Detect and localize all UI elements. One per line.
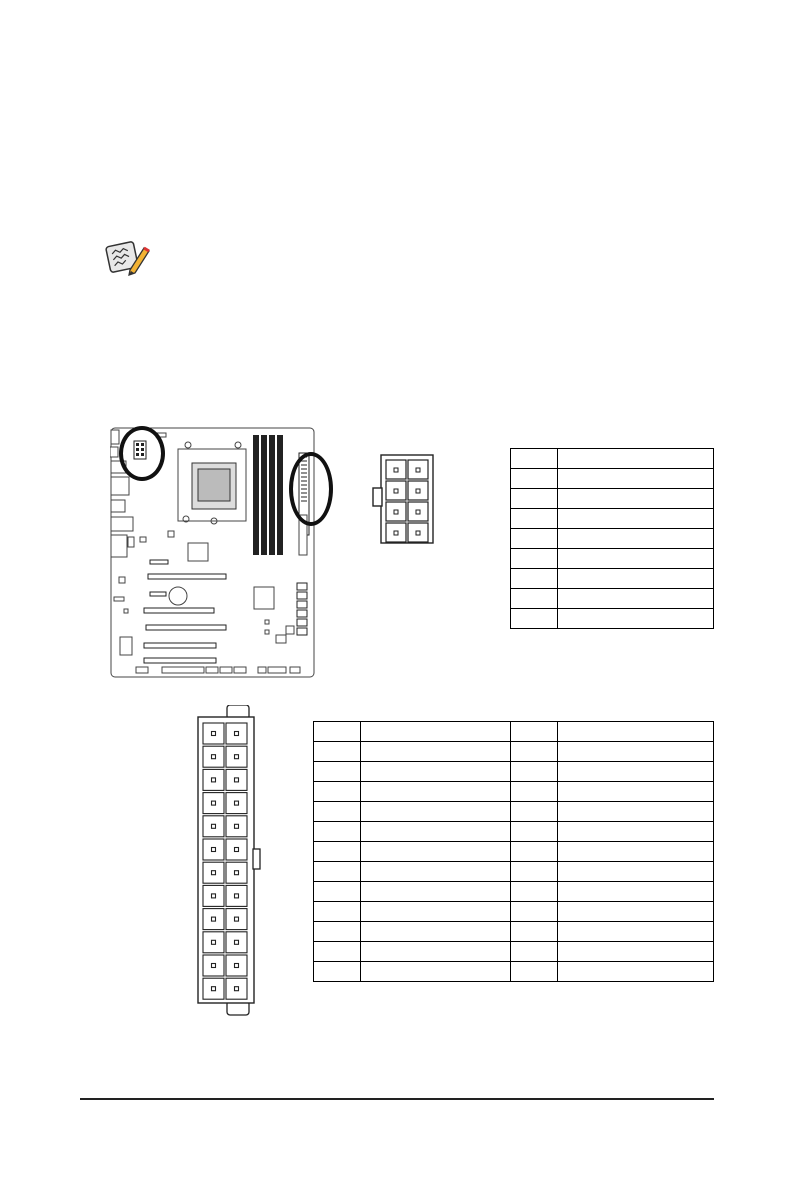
atx-24pin-table-row: [314, 802, 714, 822]
connector-pin: [212, 824, 216, 828]
atx-24pin-table-cell: [314, 782, 361, 802]
connector-pin: [235, 848, 239, 852]
atx-12v-table-cell: [511, 529, 558, 549]
atx-24pin-table-cell: [511, 822, 558, 842]
atx-12v-table-cell: [511, 469, 558, 489]
atx-24pin-table-cell: [511, 782, 558, 802]
atx-12v-header-highlight: [119, 426, 165, 481]
atx-24pin-table-cell: [314, 722, 361, 742]
atx-12v-table-cell: [511, 509, 558, 529]
connector-pin: [235, 917, 239, 921]
atx-24pin-table-cell: [361, 782, 511, 802]
atx-24pin-table-cell: [314, 742, 361, 762]
connector-pin: [212, 778, 216, 782]
atx-24pin-table-cell: [361, 862, 511, 882]
atx-24pin-table-cell: [361, 762, 511, 782]
atx-24pin-connector-drawing: [197, 705, 261, 1017]
atx-24pin-table-cell: [558, 942, 714, 962]
connector-pin: [235, 755, 239, 759]
atx-12v-table-row: [511, 609, 714, 629]
connector-pin: [212, 755, 216, 759]
footer-rule: [80, 1098, 714, 1100]
connector-pin: [235, 894, 239, 898]
atx-24pin-table-cell: [361, 822, 511, 842]
atx-12v-table-cell: [511, 609, 558, 629]
atx-24pin-table-cell: [361, 922, 511, 942]
atx-24pin-table-row: [314, 922, 714, 942]
atx-12v-table-cell: [558, 529, 714, 549]
connector-pin: [235, 732, 239, 736]
atx-24pin-table-cell: [361, 882, 511, 902]
connector-pin: [212, 917, 216, 921]
atx-24pin-table-row: [314, 962, 714, 982]
atx-12v-table-cell: [511, 449, 558, 469]
atx-24pin-table-cell: [558, 782, 714, 802]
atx-24pin-table-cell: [314, 862, 361, 882]
atx-24pin-table-cell: [314, 762, 361, 782]
atx-24pin-table-row: [314, 822, 714, 842]
atx-12v-table-cell: [511, 589, 558, 609]
atx-24pin-table-cell: [361, 902, 511, 922]
atx-12v-table-cell: [511, 569, 558, 589]
atx-24pin-table-cell: [511, 842, 558, 862]
atx-24pin-table-cell: [558, 842, 714, 862]
connector-pin: [212, 987, 216, 991]
atx-12v-table-cell: [558, 449, 714, 469]
atx-24pin-table-cell: [511, 922, 558, 942]
atx-24pin-table-cell: [511, 862, 558, 882]
atx-24pin-table-cell: [511, 882, 558, 902]
atx-24pin-table-row: [314, 882, 714, 902]
atx-24pin-table-cell: [511, 942, 558, 962]
atx-24pin-table-cell: [314, 962, 361, 982]
atx-24pin-header-highlight: [289, 452, 333, 526]
atx-12v-table-cell: [511, 549, 558, 569]
atx-12v-table-row: [511, 489, 714, 509]
atx-24pin-table-row: [314, 842, 714, 862]
atx-24pin-table-cell: [511, 902, 558, 922]
atx-24pin-table-cell: [314, 882, 361, 902]
atx-24pin-table-cell: [314, 842, 361, 862]
connector-pin: [212, 964, 216, 968]
connector-pin: [212, 801, 216, 805]
atx-24pin-table-cell: [361, 722, 511, 742]
atx-12v-table-cell: [558, 569, 714, 589]
atx-24pin-table-cell: [314, 922, 361, 942]
connector-pin: [235, 964, 239, 968]
atx-12v-table-row: [511, 449, 714, 469]
atx-12v-table-row: [511, 469, 714, 489]
atx-12v-table-cell: [558, 469, 714, 489]
atx-12v-table-row: [511, 509, 714, 529]
atx-24pin-table-cell: [511, 762, 558, 782]
atx-24pin-table-cell: [558, 862, 714, 882]
atx-24pin-table-cell: [558, 822, 714, 842]
atx-12v-table-row: [511, 589, 714, 609]
atx-24pin-table-cell: [361, 842, 511, 862]
connector-pin: [235, 801, 239, 805]
atx-24pin-table-cell: [511, 742, 558, 762]
atx-24pin-table-cell: [361, 942, 511, 962]
atx-24pin-table-cell: [558, 742, 714, 762]
atx-12v-table-row: [511, 529, 714, 549]
atx-24pin-table-cell: [558, 922, 714, 942]
atx-24pin-table-cell: [361, 742, 511, 762]
connector-pin: [212, 894, 216, 898]
atx-24pin-table-cell: [558, 722, 714, 742]
atx-24pin-table-cell: [314, 942, 361, 962]
atx-24pin-table-cell: [361, 802, 511, 822]
atx-24pin-table-row: [314, 742, 714, 762]
atx-24pin-table-cell: [558, 802, 714, 822]
atx-24pin-table-cell: [558, 902, 714, 922]
atx-24pin-table-cell: [314, 802, 361, 822]
connector-pin: [235, 871, 239, 875]
atx-12v-table-cell: [558, 489, 714, 509]
connector-pin: [235, 824, 239, 828]
atx-24pin-table-cell: [511, 802, 558, 822]
atx-24pin-table-cell: [511, 722, 558, 742]
atx-24pin-table-row: [314, 782, 714, 802]
atx-24pin-table-cell: [511, 962, 558, 982]
atx-24pin-table-row: [314, 942, 714, 962]
connector-pin: [212, 848, 216, 852]
atx-24pin-table-cell: [558, 882, 714, 902]
atx-24pin-table-row: [314, 762, 714, 782]
atx-24pin-table-cell: [314, 822, 361, 842]
atx-24pin-table-row: [314, 722, 714, 742]
connector-pin: [212, 871, 216, 875]
atx-24pin-table-cell: [314, 902, 361, 922]
atx-24pin-table-cell: [361, 962, 511, 982]
connector-pin: [212, 732, 216, 736]
atx-12v-table-cell: [558, 609, 714, 629]
atx-24pin-table-row: [314, 902, 714, 922]
atx-12v-table-row: [511, 549, 714, 569]
connector-pin: [235, 987, 239, 991]
connector-pin: [212, 940, 216, 944]
atx-12v-table-row: [511, 569, 714, 589]
atx-12v-table-cell: [511, 489, 558, 509]
connector-pin: [235, 778, 239, 782]
atx-24pin-table-cell: [558, 962, 714, 982]
pencil-note-icon: [104, 238, 150, 278]
atx-24pin-table-row: [314, 862, 714, 882]
atx-24pin-table-cell: [558, 762, 714, 782]
atx-12v-pin-table: [510, 448, 714, 629]
atx-12v-table-cell: [558, 549, 714, 569]
connector-pin: [235, 940, 239, 944]
atx-12v-connector-drawing: [372, 454, 434, 546]
atx-12v-table-cell: [558, 589, 714, 609]
atx-12v-table-cell: [558, 509, 714, 529]
atx-24pin-table: [313, 721, 714, 982]
